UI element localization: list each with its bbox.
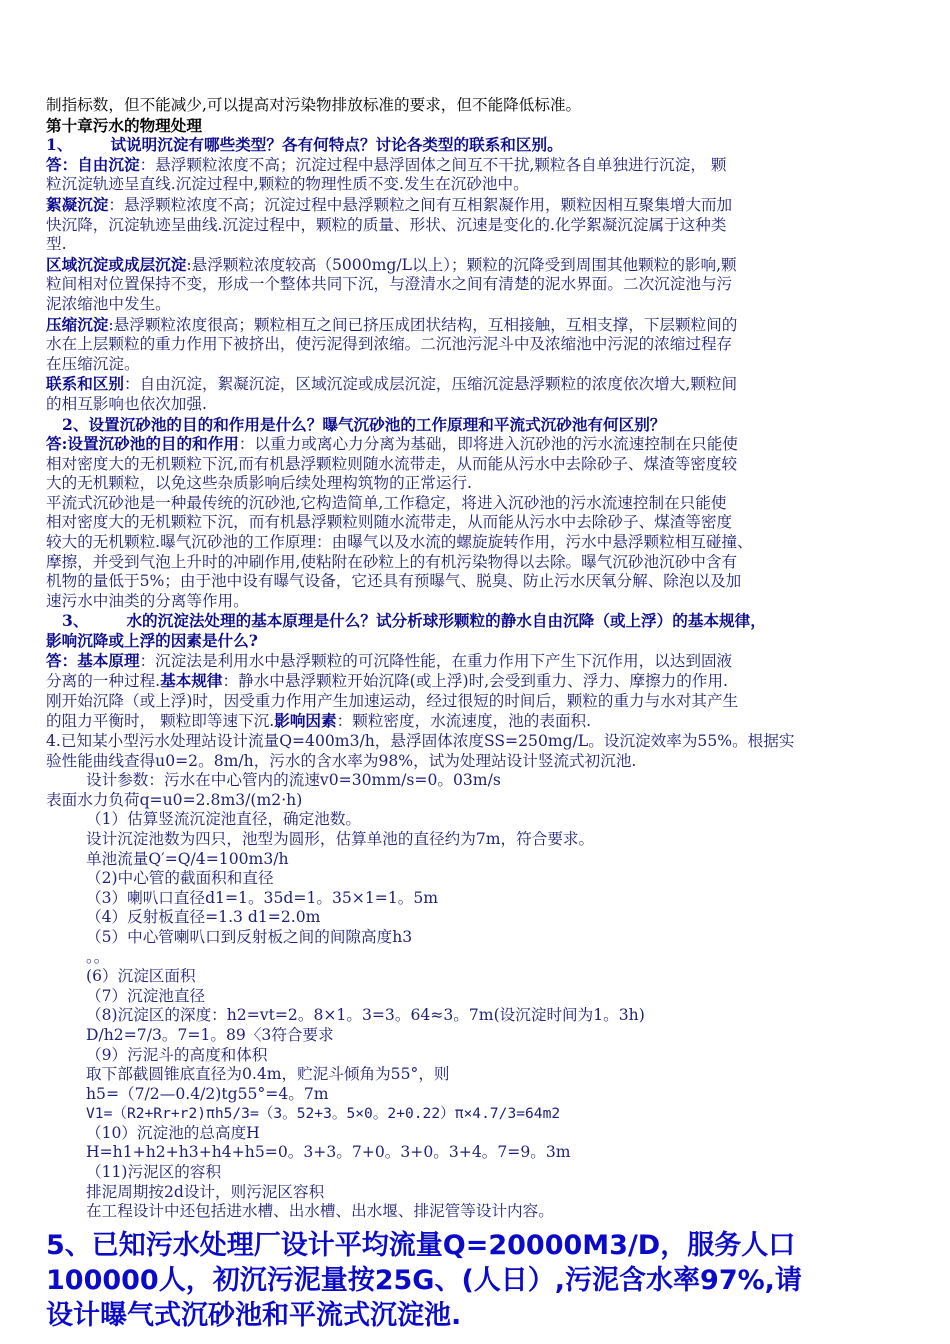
question-4-line: 4.已知某小型污水处理站设计流量Q=400m3/h，悬浮固体浓度SS=250mg/L。设沉淀效率为55%。根据实 <box>46 732 795 750</box>
calc-step: 取下部截圆锥底直径为0.4m，贮泥斗倾角为55°，则 <box>86 1065 450 1084</box>
answer-2-line: 答:设置沉砂池的目的和作用：以重力或离心力分离为基础，即将进入沉砂池的污水流速控制在只能使 <box>46 434 738 454</box>
type-compression-label: 压缩沉淀 <box>46 314 109 334</box>
answer-1-line: 粒间相对位置保持不变，形成一个整体共同下沉，与澄清水之间有清楚的泥水界面。二次沉淀池与污 <box>46 275 733 294</box>
relation-label: 联系和区别 <box>46 374 124 394</box>
answer-1-line: 粒沉淀轨迹呈直线.沉淀过程中,颗粒的物理性质不变.发生在沉砂池中。 <box>46 175 529 194</box>
answer-2-line: 机物的量低于5%；由于池中设有曝气设备，它还具有预曝气、脱臭、防止污水厌氧分解、除泡以及加 <box>46 572 742 591</box>
question-4-line: 验性能曲线查得u0=2。8m/h，污水的含水率为98%，试为处理站设计竖流式初沉池. <box>46 751 637 770</box>
answer-3-line: 答：基本原理：沉淀法是利用水中悬浮颗粒的可沉降性能，在重力作用下产生下沉作用，以达到固液 <box>46 650 733 670</box>
calc-step: （8)沉淀区的深度：h2=vt=2。8×1。3=3。64≈3。7m(设沉淀时间为1。3h) <box>86 1006 645 1025</box>
calc-step: （5）中心管喇叭口到反射板之间的间隙高度h3 <box>86 927 413 946</box>
factor-label: 影响因素 <box>274 711 337 731</box>
answer-2-line: 相对密度大的无机颗粒下沉,而有机悬浮颗粒则随水流带走，从而能从污水中去除砂子、煤渣等密度较 <box>46 454 738 473</box>
calc-step: 设计沉淀池数为四只，池型为圆形，估算单池的直径约为7m，符合要求。 <box>86 829 595 848</box>
calc-step: （7）沉淀池直径 <box>86 986 206 1005</box>
answer-3-line: 刚开始沉降（或上浮)时，因受重力作用产生加速运动，经过很短的时间后，颗粒的重力与水对其产生 <box>46 691 739 710</box>
calc-step: （4）反射板直径=1.3 d1=2.0m <box>86 908 321 927</box>
answer-1-line: 絮凝沉淀：悬浮颗粒浓度不高；沉淀过程中悬浮颗粒之间有互相絮凝作用，颗粒因相互聚集增大而加 <box>46 194 733 214</box>
design-parameter-line: 设计参数：污水在中心管内的流速v0=30mm/s=0。03m/s <box>86 771 501 790</box>
answer-1-line: 泥浓缩池中发生。 <box>46 294 171 313</box>
calc-step: （1）估算竖流沉淀池直径，确定池数。 <box>86 810 362 829</box>
answer-3-line: 的阻力平衡时， 颗粒即等速下沉.影响因素：颗粒密度，水流速度，池的表面积. <box>46 711 592 731</box>
answer-1-line: 联系和区别：自由沉淀，絮凝沉淀，区域沉淀或成层沉淀，压缩沉淀悬浮颗粒的浓度依次增大,颗粒间 <box>46 374 738 394</box>
question-5-line: 5、已知污水处理厂设计平均流量Q=20000M3/D，服务人口 <box>46 1229 796 1261</box>
answer-2-line: 平流式沉砂池是一种最传统的沉砂池,它构造简单,工作稳定，将进入沉砂池的污水流速控制在只能使 <box>46 493 727 512</box>
calc-step: D/h2=7/3。7=1。89〈3符合要求 <box>86 1025 334 1044</box>
document-page <box>46 96 906 1333</box>
calc-step: H=h1+h2+h3+h4+h5=0。3+3。7+0。3+0。3+4。7=9。3m <box>86 1143 571 1162</box>
answer-2-line: 大的无机颗粒，以免这些杂质影响后续处理构筑物的正常运行. <box>46 474 472 493</box>
answer-1-line: 区域沉淀或成层沉淀:悬浮颗粒浓度较高（5000mg/L以上）；颗粒的沉降受到周围其他颗粒的影响,颗 <box>46 254 737 274</box>
answer-1-line: 快沉降，沉淀轨迹呈曲线.沉淀过程中，颗粒的质量、形状、沉速是变化的.化学絮凝沉淀属于这种类 <box>46 215 727 234</box>
question-5-line: 设计曝气式沉砂池和平流式沉淀池. <box>46 1299 462 1331</box>
calc-step: V1=（R2+Rr+r2)πh5/3=（3。52+3。5×0。2+0.22）π×4.7/3=64m2 <box>86 1105 561 1123</box>
calc-step: h5=（7/2—0.4/2)tg55°=4。7m <box>86 1084 329 1103</box>
question-3: 3、 水的沉淀法处理的基本原理是什么？试分析球形颗粒的静水自由沉降（或上浮）的基本规律， <box>62 611 766 631</box>
law-label: 基本规律 <box>160 671 223 691</box>
question-1-text: 试说明沉淀有哪些类型？各有何特点？讨论各类型的联系和区别。 <box>110 135 563 155</box>
type-free-settling-label: 自由沉淀 <box>77 154 140 174</box>
calc-step: （11)污泥区的容积 <box>86 1163 222 1182</box>
answer-2-label: 答:设置沉砂池的目的和作用 <box>46 434 239 454</box>
calc-step: （10）沉淀池的总高度H <box>86 1123 260 1142</box>
answer-1-line: 型. <box>46 235 67 254</box>
question-3-line: 影响沉降或上浮的因素是什么? <box>46 631 258 651</box>
answer-1-line: 水在上层颗粒的重力作用下被挤出，使污泥得到浓缩。二沉池污泥斗中及浓缩池中污泥的浓缩过程存 <box>46 335 733 354</box>
type-zone-label: 区域沉淀或成层沉淀 <box>46 254 187 274</box>
question-1 <box>46 135 906 155</box>
calc-step: (6）沉淀区面积 <box>86 967 196 986</box>
answer-1-line: 答：自由沉淀：悬浮颗粒浓度不高；沉淀过程中悬浮固体之间互不干扰,颗粒各自单独进行沉淀， 颗 <box>46 154 727 174</box>
answer-2-line: 速污水中油类的分离等作用。 <box>46 591 249 610</box>
question-3-number: 3、 <box>62 611 89 631</box>
calc-step: 单池流量Q′=Q/4=100m3/h <box>86 849 289 868</box>
calc-step: 。。 <box>86 947 110 966</box>
design-parameter-line: 表面水力负荷q=u0=2.8m3/(m2·h) <box>46 790 303 809</box>
answer-2-line: 摩擦，并受到气泡上升时的冲刷作用,使粘附在砂粒上的有机污染物得以去除。曝气沉砂池沉砂中含有 <box>46 552 738 571</box>
answer-1-line: 的相互影响也依次加强. <box>46 394 207 413</box>
answer-2-line: 较大的无机颗粒.曝气沉砂池的工作原理：由曝气以及水流的螺旋旋转作用，污水中悬浮颗粒相互碰撞、 <box>46 533 753 552</box>
answer-1-line: 在压缩沉淀。 <box>46 354 140 373</box>
calc-step: （3）喇叭口直径d1=1。35d=1。35×1=1。5m <box>86 888 439 907</box>
answer-1-line: 压缩沉淀:悬浮颗粒浓度很高；颗粒相互之间已挤压成团状结构，互相接触，互相支撑，下层颗粒间的 <box>46 314 738 334</box>
chapter-title: 第十章污水的物理处理 <box>46 115 202 135</box>
calc-step: （9）污泥斗的高度和体积 <box>86 1045 268 1064</box>
answer-3-line: 分离的一种过程.基本规律：静水中悬浮颗粒开始沉降(或上浮)时,会受到重力、浮力、摩擦力的作用. <box>46 671 729 691</box>
calc-step: （2)中心管的截面积和直径 <box>86 869 274 888</box>
calc-step: 在工程设计中还包括进水槽、出水槽、出水堰、排泥管等设计内容。 <box>86 1202 554 1221</box>
question-1-number: 1、 <box>46 135 73 155</box>
question-2: 2、设置沉砂池的目的和作用是什么？曝气沉砂池的工作原理和平流式沉砂池有何区别？ <box>62 414 666 434</box>
calc-step: 排泥周期按2d设计，则污泥区容积 <box>86 1182 325 1201</box>
question-5-line: 100000人，初沉污泥量按25G、(人日）,污泥含水率97%,请 <box>46 1264 802 1296</box>
answer-2-line: 相对密度大的无机颗粒下沉，而有机悬浮颗粒则随水流带走，从而能从污水中去除砂子、煤渣等密度 <box>46 513 733 532</box>
answer-3-label: 答：基本原理 <box>46 650 140 670</box>
type-flocculent-label: 絮凝沉淀 <box>46 194 109 214</box>
intro-text: 制指标数，但不能减少,可以提高对污染物排放标准的要求，但不能降低标准。 <box>46 96 582 114</box>
